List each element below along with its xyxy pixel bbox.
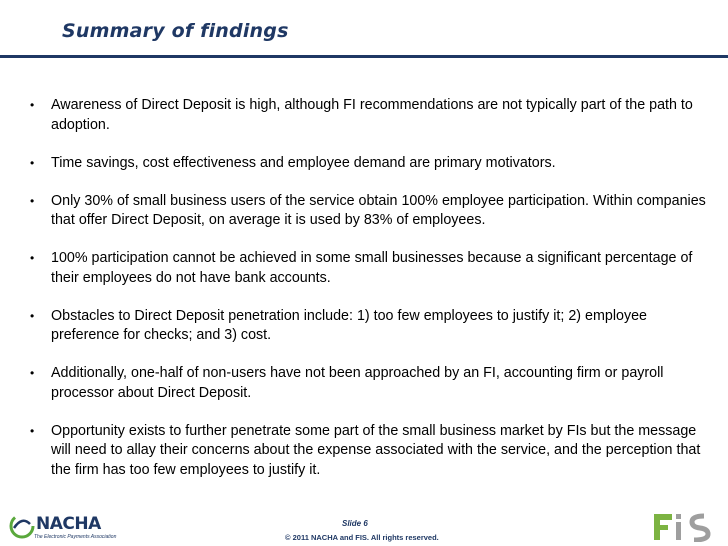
bullet-text: 100% participation cannot be achieved in some small businesses because a significant percentage of their employees do not have bank accounts. [51,250,693,286]
bullet-icon: • [30,308,35,323]
slide-number: Slide 6 [342,519,368,528]
bullet-icon: • [30,366,35,380]
list-item [30,192,710,231]
bullet-icon: • [30,251,35,265]
bullet-text: Only 30% of small business users of the service obtain 100% employee participation. Within companies that offer Direct Deposit, on average it is used by 83% of employees. [51,192,706,228]
fis-logo-icon [652,510,720,542]
bullet-icon: • [30,155,35,170]
bullet-text: Opportunity exists to further penetrate some part of the small business market by FIs but the message will need to allay their concerns about the expense associated with the service, and the perception that the firm has too few employees to justify it. [51,422,701,478]
copyright: © 2011 NACHA and FIS. All rights reserved. [285,533,439,542]
list-item [30,154,710,174]
list-item [30,307,710,346]
slide-title: Summary of findings [62,20,289,42]
bullet-icon: • [30,193,35,208]
bullet-icon: • [30,423,35,438]
nacha-tagline: The Electronic Payments Association [34,534,117,540]
bullet-text: Time savings, cost effectiveness and employee demand are primary motivators. [51,154,556,171]
bullet-text: Awareness of Direct Deposit is high, although FI recommendations are not typically part of the path to adoption. [51,97,693,133]
title-divider [0,55,728,58]
findings-list [30,96,710,499]
bullet-text: Obstacles to Direct Deposit penetration include: 1) too few employees to justify it; 2) employee preference for checks; and 3) cost. [51,307,647,343]
nacha-swirl-icon [8,512,36,540]
nacha-logo-text: NACHA [36,514,101,534]
list-item [30,422,710,481]
list-item [30,364,710,403]
bullet-text: Additionally, one-half of non-users have not been approached by an FI, accounting firm or payroll processor about Direct Deposit. [51,365,664,401]
list-item [30,96,710,135]
bullet-icon: • [30,98,35,112]
list-item [30,249,710,288]
